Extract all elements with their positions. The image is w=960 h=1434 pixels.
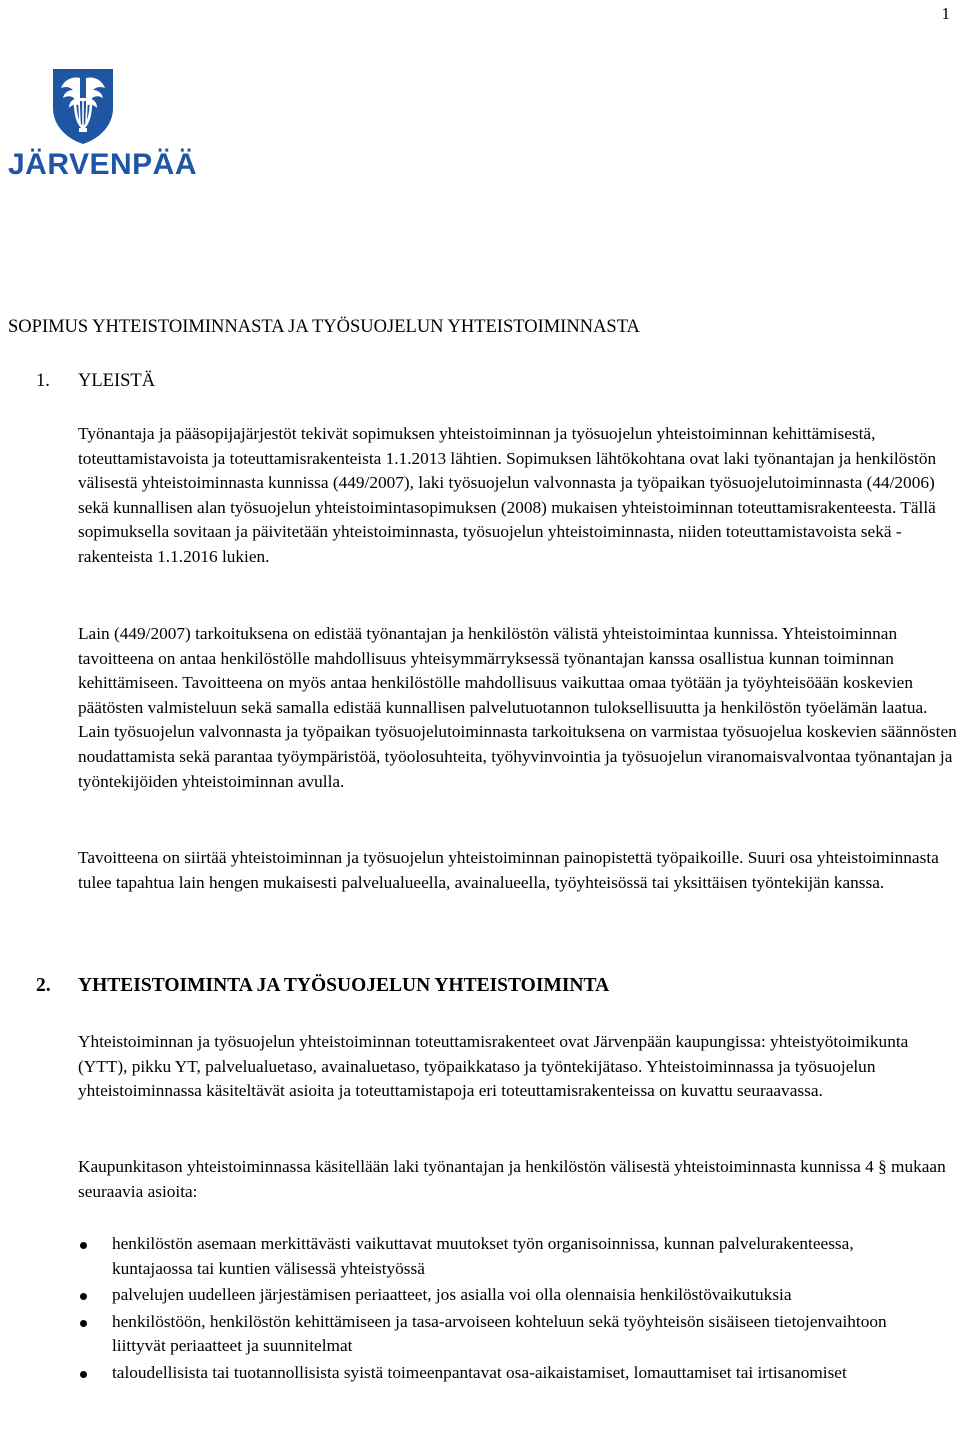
document-title: SOPIMUS YHTEISTOIMINNASTA JA TYÖSUOJELUN YHTEISTOIMINNASTA	[8, 317, 640, 337]
list-item-text: henkilöstön asemaan merkittävästi vaikuttavat muutokset työn organisoinnissa, kunnan palvelurakenteessa, kuntajaossa tai kuntien välisessä yhteistyössä	[112, 1234, 854, 1278]
section-2-heading	[36, 975, 609, 997]
bullet-icon	[80, 1242, 87, 1249]
list-item	[78, 1361, 928, 1386]
section-2-title: YHTEISTOIMINTA JA TYÖSUOJELUN YHTEISTOIMINTA	[78, 975, 610, 996]
bullet-icon	[80, 1371, 87, 1378]
city-logo	[8, 66, 197, 186]
section-1-paragraph: Lain (449/2007) tarkoituksena on edistää työnantajan ja henkilöstön välistä yhteistoimintaa kunnissa. Yhteistoiminnan tavoitteena on antaa henkilöstölle mahdollisuus yhteisymmärryksessä työnantajan kanssa osallistua kunnan toiminnan kehittämiseen. Tavoitteena on myös antaa henkilöstölle mahdollisuus vaikuttaa omaa työtään ja työyhteisöään koskevien päätösten valmisteluun sekä samalla edistää kunnallisen palvelutuotannon tuloksellisuutta ja henkilöstön työelämän laatua. Lain työsuojelun valvonnasta ja työpaikan työsuojelutoiminnasta tarkoituksena on varmistaa työsuojelua koskevien säännösten noudattamista sekä parantaa työympäristöä, työolosuhteita, työhyvinvointia ja työsuojelun viranomaisvalvontaa työnantajan ja työntekijöiden yhteistoiminnan avulla.	[78, 624, 957, 791]
section-2-number: 2.	[36, 975, 51, 996]
section-1-number: 1.	[36, 371, 50, 391]
list-item	[78, 1283, 928, 1308]
list-item	[78, 1310, 928, 1359]
topics-list	[78, 1232, 928, 1388]
section-2-paragraph: Kaupunkitason yhteistoiminnassa käsitellään laki työnantajan ja henkilöstön välisestä yhteistoiminnasta kunnissa 4 § mukaan seuraavia asioita:	[78, 1157, 946, 1201]
bullet-icon	[80, 1293, 87, 1300]
bullet-icon	[80, 1320, 87, 1327]
section-1-title: YLEISTÄ	[78, 371, 156, 391]
list-item-text: taloudellisista tai tuotannollisista syistä toimeenpantavat osa-aikaistamiset, lomauttamiset tai irtisanomiset	[112, 1362, 847, 1382]
section-1-paragraph: Työnantaja ja pääsopijajärjestöt tekivät sopimuksen yhteistoiminnan ja työsuojelun yhteistoiminnan kehittämisestä, toteuttamistavoista ja toteuttamisrakenteista 1.1.2013 lähtien. Sopimuksen lähtökohtana ovat laki työnantajan ja henkilöstön välisestä yhteistoiminnasta kunnissa (449/2007), laki työsuojelun valvonnasta ja työpaikan työsuojelutoiminnasta (44/2006) sekä kunnallisen alan työsuojelun yhteistoimintasopimuksen (2008) mukaisen yhteistoiminnan toteuttamisrakenteesta. Tällä sopimuksella sovitaan ja päivitetään yhteistoiminnasta, työsuojelun yhteistoiminnasta, niiden toteuttamistavoista sekä -rakenteista 1.1.2016 lukien.	[78, 424, 937, 566]
list-item-text: palvelujen uudelleen järjestämisen periaatteet, jos asialla voi olla olennaisia henkilöstövaikutuksia	[112, 1285, 792, 1305]
coat-of-arms-lyre-icon	[50, 66, 116, 146]
page-number: 1	[941, 4, 950, 23]
section-1-heading	[36, 370, 155, 392]
logo-wordmark: JÄRVENPÄÄ	[8, 148, 197, 181]
section-1-paragraph: Tavoitteena on siirtää yhteistoiminnan ja työsuojelun yhteistoiminnan painopistettä työpaikoille. Suuri osa yhteistoiminnasta tulee tapahtua lain hengen mukaisesti palvelualueella, avainalueella, työyhteisössä tai yksittäisen työntekijän kanssa.	[78, 848, 939, 892]
list-item-text: henkilöstöön, henkilöstön kehittämiseen ja tasa-arvoiseen kohteluun sekä työyhteisön sisäiseen tietojenvaihtoon liittyvät periaatteet ja suunnitelmat	[112, 1311, 887, 1356]
list-item	[78, 1232, 928, 1281]
section-2-paragraph: Yhteistoiminnan ja työsuojelun yhteistoiminnan toteuttamisrakenteet ovat Järvenpään kaupungissa: yhteistyötoimikunta (YTT), pikku YT, palvelualuetaso, avainaluetaso, työpaikkataso ja työntekijätaso. Yhteistoiminnassa ja työsuojelun yhteistoiminnassa käsiteltävät asioita ja toteuttamistapoja eri toteuttamisrakenteissa on kuvattu seuraavassa.	[78, 1032, 909, 1101]
